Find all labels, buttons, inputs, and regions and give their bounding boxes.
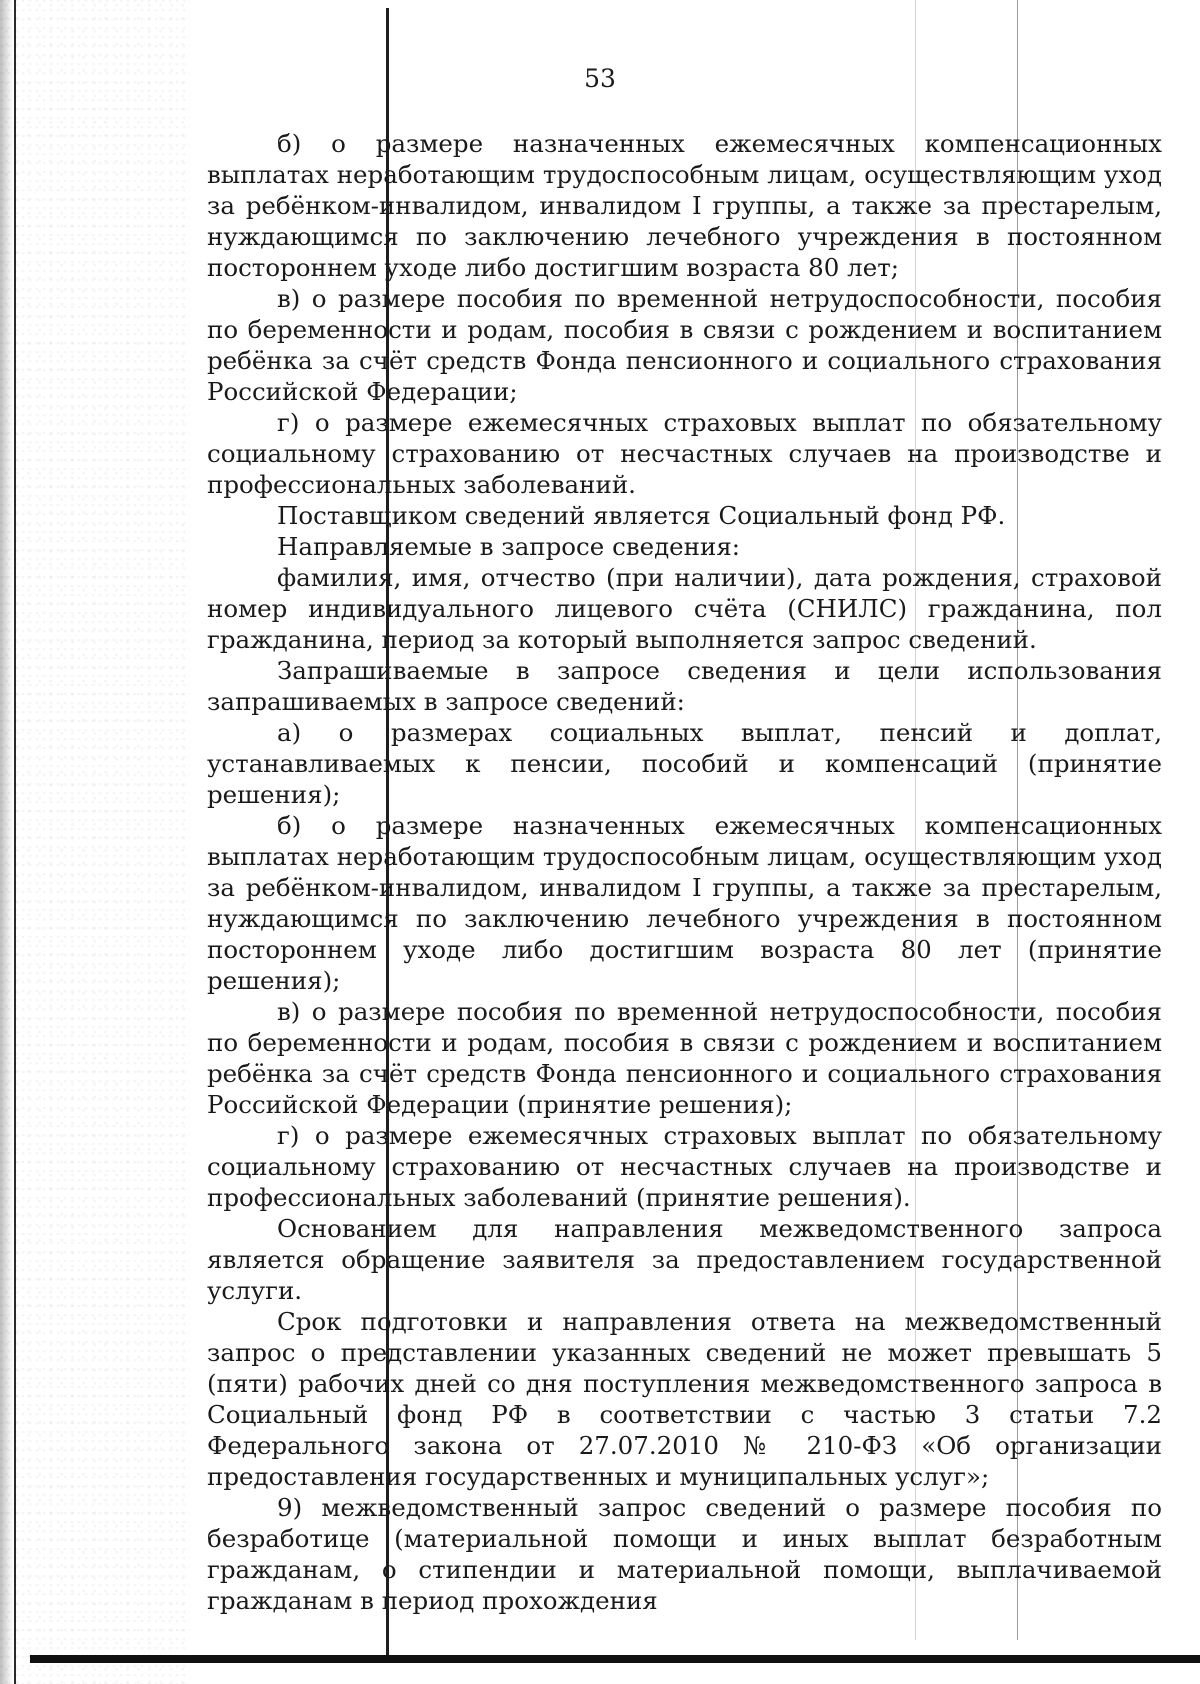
paragraph: б) о размере назначенных ежемесячных компенсационных выплатах неработающим трудоспособным лицам, осуществляющим уход за ребёнком-инвалидом, инвалидом I группы, а также за престарелым, нуждающимся по заключению лечебного учреждения в постоянном постороннем уходе либо достигшим возраста 80 лет (принятие решения); xyxy=(207,811,1162,995)
paragraph: фамилия, имя, отчество (при наличии), дата рождения, страховой номер индивидуального лицевого счёта (СНИЛС) гражданина, пол гражданина, период за который выполняется запрос сведений. xyxy=(207,563,1162,654)
paragraph: Направляемые в запросе сведения: xyxy=(277,532,741,561)
paragraph: 9) межведомственный запрос сведений о размере пособия по безработице (материальной помощи и иных выплат безработным гражданам, о стипендии и материальной помощи, выплачиваемой гражданам в период прохождения xyxy=(207,1493,1162,1615)
paragraph: б) о размере назначенных ежемесячных компенсационных выплатах неработающим трудоспособным лицам, осуществляющим уход за ребёнком-инвалидом, инвалидом I группы, а также за престарелым, нуждающимся по заключению лечебного учреждения в постоянном постороннем уходе либо достигшим возраста 80 лет; xyxy=(207,129,1162,282)
paragraph: в) о размере пособия по временной нетрудоспособности, пособия по беременности и родам, пособия в связи с рождением и воспитанием ребёнка за счёт средств Фонда пенсионного и социального страхования Российской Федерации (принятие решения); xyxy=(207,997,1162,1119)
paragraph: г) о размере ежемесячных страховых выплат по обязательному социальному страхованию от несчастных случаев на производстве и профессиональных заболеваний (принятие решения). xyxy=(207,1121,1162,1212)
paragraph: Запрашиваемые в запросе сведения и цели использования запрашиваемых в запросе сведений: xyxy=(207,656,1162,716)
page-number: 53 xyxy=(584,64,616,93)
paragraph: а) о размерах социальных выплат, пенсий и доплат, устанавливаемых к пенсии, пособий и компенсаций (принятие решения); xyxy=(207,718,1162,809)
paragraph: Срок подготовки и направления ответа на межведомственный запрос о представлении указанных сведений не может превышать 5 (пяти) рабочих дней со дня поступления межведомственного запроса в Социальный фонд РФ в соответствии с частью 3 статьи 7.2 Федерального закона от 27.07.2010 № 210-ФЗ «Об организации предоставления государственных и муниципальных услуг»; xyxy=(207,1307,1162,1491)
scan-noise xyxy=(0,0,190,1684)
paragraph: Основанием для направления межведомственного запроса является обращение заявителя за предоставлением государственной услуги. xyxy=(207,1214,1162,1305)
paragraph: Поставщиком сведений является Социальный фонд РФ. xyxy=(277,501,1006,530)
paragraph: г) о размере ежемесячных страховых выплат по обязательному социальному страхованию от несчастных случаев на производстве и профессиональных заболеваний. xyxy=(207,408,1162,499)
document-body xyxy=(207,128,1162,1616)
scan-bottom-edge xyxy=(30,1655,1200,1663)
paragraph: в) о размере пособия по временной нетрудоспособности, пособия по беременности и родам, пособия в связи с рождением и воспитанием ребёнка за счёт средств Фонда пенсионного и социального страхования Российской Федерации; xyxy=(207,284,1162,406)
